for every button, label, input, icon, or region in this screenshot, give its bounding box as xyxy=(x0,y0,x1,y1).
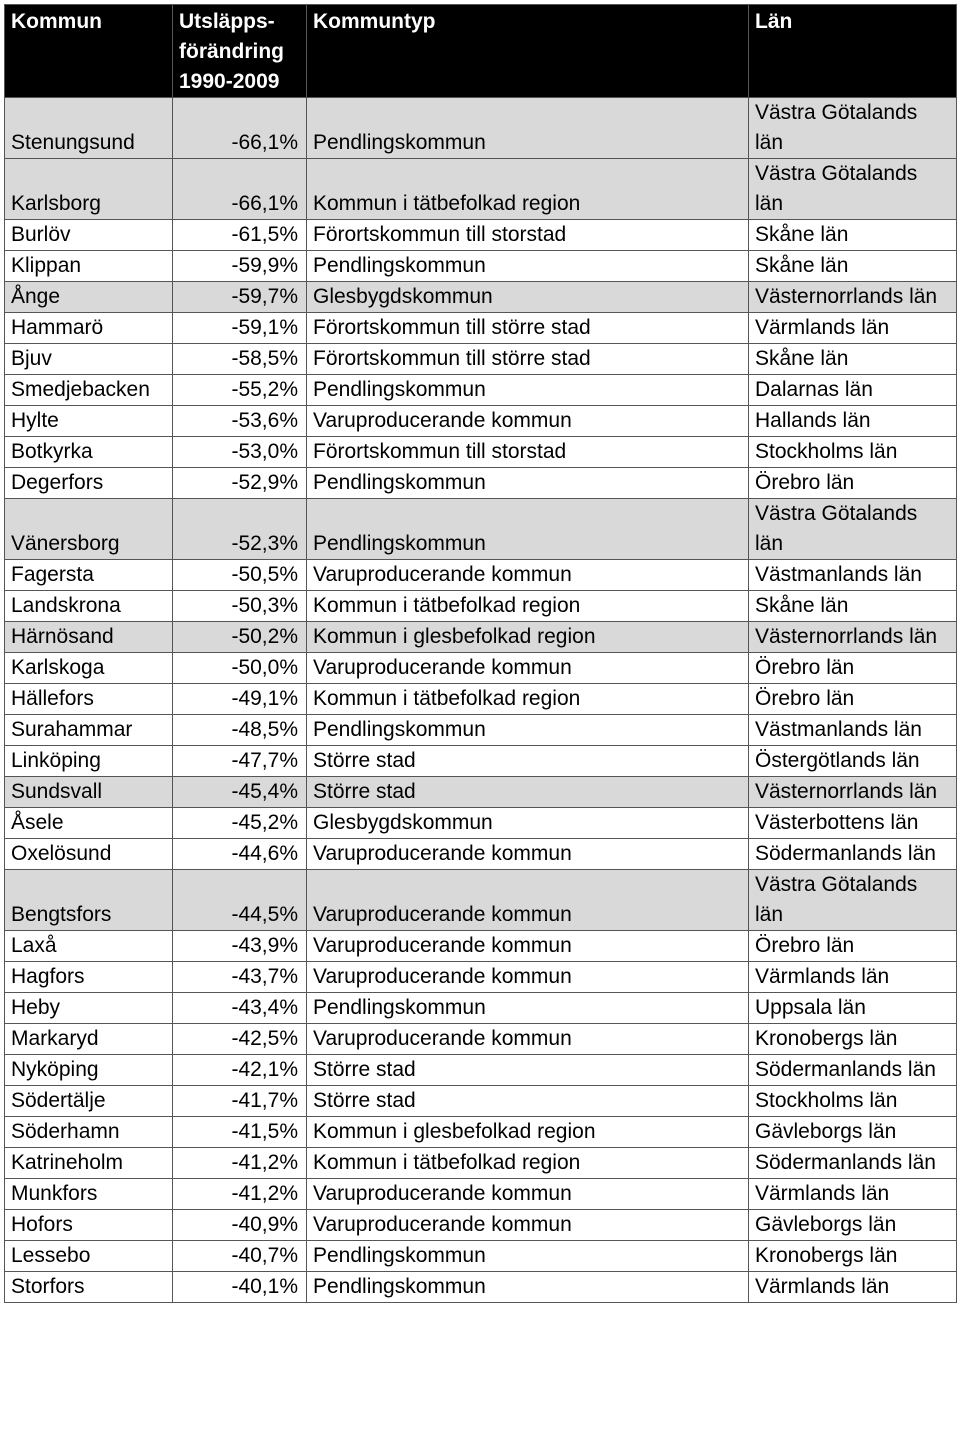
table-row xyxy=(5,560,957,591)
table-row xyxy=(5,808,957,839)
table-row xyxy=(5,406,957,437)
cell-emission-change: -41,2% xyxy=(173,1148,307,1179)
cell-kommuntyp: Förortskommun till större stad xyxy=(307,344,749,375)
cell-kommun: Munkfors xyxy=(5,1179,173,1210)
cell-lan: Värmlands län xyxy=(749,1179,957,1210)
cell-kommun: Storfors xyxy=(5,1272,173,1303)
cell-kommun: Hylte xyxy=(5,406,173,437)
cell-lan: Västernorrlands län xyxy=(749,622,957,653)
cell-lan: Skåne län xyxy=(749,251,957,282)
emissions-change-table xyxy=(4,4,957,1303)
cell-emission-change: -40,7% xyxy=(173,1241,307,1272)
cell-emission-change: -41,7% xyxy=(173,1086,307,1117)
table-row xyxy=(5,1086,957,1117)
table-row xyxy=(5,1179,957,1210)
cell-kommuntyp: Pendlingskommun xyxy=(307,715,749,746)
cell-kommuntyp: Pendlingskommun xyxy=(307,251,749,282)
cell-emission-change: -61,5% xyxy=(173,220,307,251)
cell-lan: Västernorrlands län xyxy=(749,777,957,808)
cell-kommuntyp: Pendlingskommun xyxy=(307,468,749,499)
cell-emission-change: -66,1% xyxy=(173,159,307,220)
header-kommuntyp: Kommuntyp xyxy=(307,5,749,98)
cell-kommuntyp: Förortskommun till storstad xyxy=(307,437,749,468)
cell-emission-change: -52,9% xyxy=(173,468,307,499)
table-row xyxy=(5,777,957,808)
cell-kommun: Landskrona xyxy=(5,591,173,622)
header-emission-change: Utsläpps-förändring 1990-2009 xyxy=(173,5,307,98)
cell-lan: Kronobergs län xyxy=(749,1024,957,1055)
cell-kommuntyp: Varuproducerande kommun xyxy=(307,560,749,591)
cell-kommuntyp: Större stad xyxy=(307,746,749,777)
cell-kommun: Söderhamn xyxy=(5,1117,173,1148)
cell-lan: Skåne län xyxy=(749,220,957,251)
table-row xyxy=(5,931,957,962)
cell-lan: Skåne län xyxy=(749,591,957,622)
cell-lan: Örebro län xyxy=(749,468,957,499)
cell-emission-change: -43,4% xyxy=(173,993,307,1024)
table-row xyxy=(5,870,957,931)
cell-lan: Uppsala län xyxy=(749,993,957,1024)
cell-emission-change: -49,1% xyxy=(173,684,307,715)
table-row xyxy=(5,962,957,993)
table-row xyxy=(5,98,957,159)
cell-kommun: Hagfors xyxy=(5,962,173,993)
cell-kommun: Karlsborg xyxy=(5,159,173,220)
cell-lan: Södermanlands län xyxy=(749,1148,957,1179)
cell-lan: Skåne län xyxy=(749,344,957,375)
cell-kommun: Härnösand xyxy=(5,622,173,653)
cell-kommun: Sundsvall xyxy=(5,777,173,808)
cell-emission-change: -50,2% xyxy=(173,622,307,653)
cell-kommun: Åsele xyxy=(5,808,173,839)
cell-kommun: Bjuv xyxy=(5,344,173,375)
cell-kommun: Hammarö xyxy=(5,313,173,344)
cell-emission-change: -43,7% xyxy=(173,962,307,993)
cell-lan: Örebro län xyxy=(749,931,957,962)
table-row xyxy=(5,375,957,406)
table-row xyxy=(5,1272,957,1303)
cell-emission-change: -42,5% xyxy=(173,1024,307,1055)
cell-lan: Västra Götalands län xyxy=(749,870,957,931)
cell-kommun: Karlskoga xyxy=(5,653,173,684)
cell-emission-change: -59,9% xyxy=(173,251,307,282)
cell-emission-change: -58,5% xyxy=(173,344,307,375)
cell-kommun: Ånge xyxy=(5,282,173,313)
table-row xyxy=(5,344,957,375)
cell-kommuntyp: Varuproducerande kommun xyxy=(307,870,749,931)
cell-emission-change: -52,3% xyxy=(173,499,307,560)
cell-kommuntyp: Förortskommun till större stad xyxy=(307,313,749,344)
cell-emission-change: -53,0% xyxy=(173,437,307,468)
cell-kommuntyp: Pendlingskommun xyxy=(307,1241,749,1272)
cell-kommun: Vänersborg xyxy=(5,499,173,560)
cell-kommuntyp: Varuproducerande kommun xyxy=(307,839,749,870)
cell-kommun: Katrineholm xyxy=(5,1148,173,1179)
cell-kommuntyp: Pendlingskommun xyxy=(307,1272,749,1303)
table-row xyxy=(5,622,957,653)
table-row xyxy=(5,251,957,282)
cell-kommuntyp: Pendlingskommun xyxy=(307,499,749,560)
table-row xyxy=(5,746,957,777)
cell-kommun: Stenungsund xyxy=(5,98,173,159)
cell-kommun: Burlöv xyxy=(5,220,173,251)
cell-lan: Västra Götalands län xyxy=(749,159,957,220)
table-row xyxy=(5,591,957,622)
cell-emission-change: -45,2% xyxy=(173,808,307,839)
cell-kommun: Surahammar xyxy=(5,715,173,746)
cell-emission-change: -41,2% xyxy=(173,1179,307,1210)
table-row xyxy=(5,437,957,468)
table-row xyxy=(5,468,957,499)
table-body xyxy=(5,98,957,1303)
cell-lan: Västra Götalands län xyxy=(749,98,957,159)
cell-kommun: Oxelösund xyxy=(5,839,173,870)
emissions-table-container xyxy=(4,4,956,1303)
cell-emission-change: -41,5% xyxy=(173,1117,307,1148)
cell-emission-change: -45,4% xyxy=(173,777,307,808)
cell-kommuntyp: Kommun i tätbefolkad region xyxy=(307,684,749,715)
cell-kommuntyp: Glesbygdskommun xyxy=(307,282,749,313)
header-lan: Län xyxy=(749,5,957,98)
cell-kommuntyp: Större stad xyxy=(307,1055,749,1086)
cell-kommun: Nyköping xyxy=(5,1055,173,1086)
table-row xyxy=(5,993,957,1024)
cell-kommun: Linköping xyxy=(5,746,173,777)
cell-emission-change: -50,0% xyxy=(173,653,307,684)
table-row xyxy=(5,1055,957,1086)
cell-emission-change: -59,7% xyxy=(173,282,307,313)
cell-kommuntyp: Kommun i tätbefolkad region xyxy=(307,591,749,622)
cell-lan: Västerbottens län xyxy=(749,808,957,839)
cell-kommuntyp: Glesbygdskommun xyxy=(307,808,749,839)
cell-emission-change: -44,6% xyxy=(173,839,307,870)
cell-lan: Örebro län xyxy=(749,684,957,715)
table-row xyxy=(5,715,957,746)
cell-lan: Värmlands län xyxy=(749,313,957,344)
cell-lan: Dalarnas län xyxy=(749,375,957,406)
table-row xyxy=(5,839,957,870)
cell-kommuntyp: Pendlingskommun xyxy=(307,375,749,406)
cell-lan: Södermanlands län xyxy=(749,839,957,870)
table-row xyxy=(5,220,957,251)
cell-lan: Kronobergs län xyxy=(749,1241,957,1272)
cell-kommuntyp: Kommun i glesbefolkad region xyxy=(307,1117,749,1148)
cell-kommun: Södertälje xyxy=(5,1086,173,1117)
cell-emission-change: -53,6% xyxy=(173,406,307,437)
cell-kommun: Fagersta xyxy=(5,560,173,591)
cell-lan: Stockholms län xyxy=(749,1086,957,1117)
cell-lan: Gävleborgs län xyxy=(749,1210,957,1241)
cell-kommuntyp: Pendlingskommun xyxy=(307,98,749,159)
cell-emission-change: -50,3% xyxy=(173,591,307,622)
cell-emission-change: -50,5% xyxy=(173,560,307,591)
header-kommun: Kommun xyxy=(5,5,173,98)
cell-emission-change: -59,1% xyxy=(173,313,307,344)
cell-lan: Hallands län xyxy=(749,406,957,437)
cell-lan: Västernorrlands län xyxy=(749,282,957,313)
cell-lan: Värmlands län xyxy=(749,962,957,993)
cell-lan: Södermanlands län xyxy=(749,1055,957,1086)
cell-emission-change: -55,2% xyxy=(173,375,307,406)
cell-kommuntyp: Kommun i glesbefolkad region xyxy=(307,622,749,653)
table-row xyxy=(5,282,957,313)
cell-kommuntyp: Varuproducerande kommun xyxy=(307,653,749,684)
cell-emission-change: -47,7% xyxy=(173,746,307,777)
table-header xyxy=(5,5,957,98)
cell-kommuntyp: Pendlingskommun xyxy=(307,993,749,1024)
cell-lan: Västmanlands län xyxy=(749,560,957,591)
cell-kommuntyp: Kommun i tätbefolkad region xyxy=(307,159,749,220)
cell-lan: Västra Götalands län xyxy=(749,499,957,560)
cell-kommuntyp: Större stad xyxy=(307,1086,749,1117)
cell-kommun: Klippan xyxy=(5,251,173,282)
cell-kommuntyp: Varuproducerande kommun xyxy=(307,931,749,962)
header-row xyxy=(5,5,957,98)
table-row xyxy=(5,1241,957,1272)
cell-emission-change: -44,5% xyxy=(173,870,307,931)
cell-lan: Värmlands län xyxy=(749,1272,957,1303)
cell-emission-change: -42,1% xyxy=(173,1055,307,1086)
cell-kommuntyp: Varuproducerande kommun xyxy=(307,406,749,437)
cell-emission-change: -40,9% xyxy=(173,1210,307,1241)
table-row xyxy=(5,1148,957,1179)
cell-kommuntyp: Varuproducerande kommun xyxy=(307,1179,749,1210)
cell-emission-change: -43,9% xyxy=(173,931,307,962)
table-row xyxy=(5,653,957,684)
cell-kommun: Bengtsfors xyxy=(5,870,173,931)
cell-kommuntyp: Varuproducerande kommun xyxy=(307,1024,749,1055)
cell-kommun: Botkyrka xyxy=(5,437,173,468)
table-row xyxy=(5,499,957,560)
cell-emission-change: -66,1% xyxy=(173,98,307,159)
cell-kommun: Lessebo xyxy=(5,1241,173,1272)
table-row xyxy=(5,1210,957,1241)
cell-lan: Gävleborgs län xyxy=(749,1117,957,1148)
cell-kommun: Hällefors xyxy=(5,684,173,715)
cell-kommuntyp: Förortskommun till storstad xyxy=(307,220,749,251)
cell-kommun: Heby xyxy=(5,993,173,1024)
cell-kommun: Markaryd xyxy=(5,1024,173,1055)
table-row xyxy=(5,159,957,220)
cell-kommun: Smedjebacken xyxy=(5,375,173,406)
table-row xyxy=(5,313,957,344)
cell-kommuntyp: Varuproducerande kommun xyxy=(307,962,749,993)
cell-lan: Västmanlands län xyxy=(749,715,957,746)
table-row xyxy=(5,1024,957,1055)
cell-kommun: Degerfors xyxy=(5,468,173,499)
cell-emission-change: -40,1% xyxy=(173,1272,307,1303)
cell-emission-change: -48,5% xyxy=(173,715,307,746)
table-row xyxy=(5,1117,957,1148)
cell-kommuntyp: Varuproducerande kommun xyxy=(307,1210,749,1241)
cell-kommuntyp: Kommun i tätbefolkad region xyxy=(307,1148,749,1179)
cell-kommuntyp: Större stad xyxy=(307,777,749,808)
cell-kommun: Hofors xyxy=(5,1210,173,1241)
cell-lan: Örebro län xyxy=(749,653,957,684)
cell-lan: Stockholms län xyxy=(749,437,957,468)
cell-kommun: Laxå xyxy=(5,931,173,962)
table-row xyxy=(5,684,957,715)
cell-lan: Östergötlands län xyxy=(749,746,957,777)
